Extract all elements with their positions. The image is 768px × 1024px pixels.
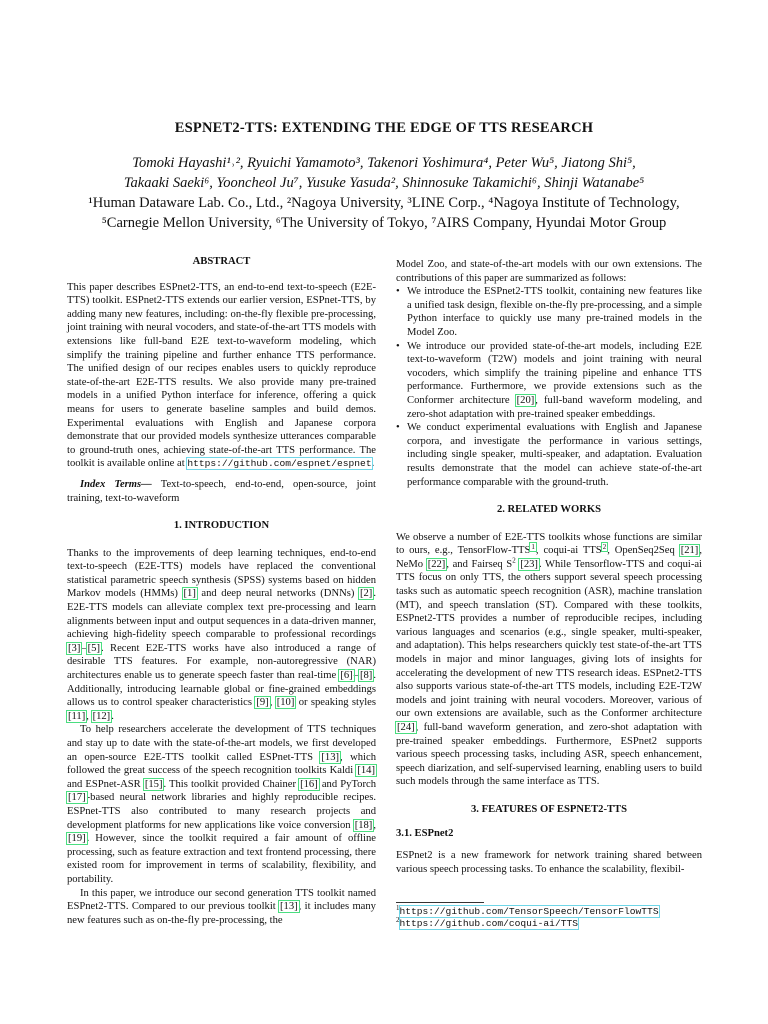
citation-link[interactable]: [3] (68, 642, 81, 654)
text-run: , and Fairseq S (446, 558, 513, 570)
citation-link[interactable]: [23] (520, 558, 538, 570)
author-block (40, 153, 728, 233)
introduction-heading: 1. INTRODUCTION (173, 520, 270, 532)
citation-link[interactable]: [9] (256, 697, 269, 709)
text-run: We observe a number of E2E-TTS toolkits whose functions are similar to ours, e.g., TensorFlow-TTS (396, 531, 702, 557)
contributions-intro: Model Zoo, and state-of-the-art models with our own extensions. The contributions of this paper are summarized as follows: (396, 259, 702, 284)
contributions-list (396, 285, 702, 489)
related-works-heading: 2. RELATED WORKS (496, 504, 602, 516)
contribution-item (396, 285, 702, 339)
text-run: Thanks to the improvements of deep learning techniques, end-to-end text-to-speech (E2E-TTS) models have replaced the conventional statistical parametric speech synthesis (SPSS) systems based on hidden Markov models (HMMs) (67, 547, 376, 600)
footnote-1 (396, 903, 702, 918)
text-run: and deep neural networks (DNNs) (196, 588, 359, 600)
text-run: , (269, 697, 276, 709)
text-run: , (373, 819, 376, 831)
text-run: . Recent E2E-TTS works have also introduced a range of desirable TTS features. For example, non-autoregressive (NAR) architectures enable us to generate speech faster than real-time (67, 642, 376, 682)
footnote-link[interactable]: https://github.com/coqui-ai/TTS (399, 918, 578, 929)
authors-line-1: Tomoki Hayashi¹˒², Ryuichi Yamamoto³, Takenori Yoshimura⁴, Peter Wu⁵, Jiatong Shi⁵, (132, 155, 636, 171)
abstract-body: This paper describes ESPnet2-TTS, an end-to-end text-to-speech (E2E-TTS) toolkit. ESPnet2-TTS extends our earlier version, ESPnet-TTS, by adding many new features, including: on-the-fly flexible pre-processing, joint training with neural vocoders, and state-of-the-art TTS models with extensions like full-band E2E text-to-waveform modeling, which simplify the training pipeline and further enhance TTS performance. The unified design of our recipes enables users to quickly reproduce state-of-the-art E2E-TTS results. We also provide many pre-trained models in a unified Python interface for inference, offering a quick means for users to generate baseline samples and build demos. Experimental evaluations with English and Japanese corpora demonstrate that our provided models synthesize utterances comparable to ground-truth ones, achieving state-of-the-art TTS performance. The toolkit is available online at (67, 281, 376, 470)
contribution-item (396, 340, 702, 422)
text-run: . E2E-TTS models can alleviate complex text pre-processing and learn alignments between input and output sequences in a data-driven manner, achieving high-fidelity speech comparable to professional recordings (67, 588, 376, 641)
contribution-item (396, 421, 702, 489)
text-run: , (86, 710, 92, 722)
right-column (396, 258, 702, 876)
text-run: , OpenSeq2Seq (607, 545, 680, 557)
superscript: 2 (512, 556, 516, 565)
footnote-ref[interactable]: 1 (531, 542, 535, 551)
citation-link[interactable]: [21] (680, 545, 699, 557)
footnote-rule (396, 902, 484, 903)
footnote-link[interactable]: https://github.com/TensorSpeech/TensorFlowTTS (399, 906, 659, 917)
left-column (67, 255, 376, 927)
text-run: , full-band waveform generation, and zero-shot adaptation with pre-trained speaker embeddings. Furthermore, ESPnet2 supports various speech processing tasks, including ASR, speech enhancement, speech diarization, and self-supervised learning, enabling users to build such models through the same interface as TTS. (396, 722, 702, 788)
espnet2-subsection-heading: 3.1. ESPnet2 (396, 827, 454, 839)
citation-link[interactable]: [16] (300, 778, 318, 790)
text-run: In this paper, we introduce our second generation TTS toolkit named ESPnet2-TTS. Compared to our previous toolkit (67, 887, 376, 913)
features-heading: 3. FEATURES OF ESPNET2-TTS (471, 803, 627, 815)
affiliations-line-2: ⁵Carnegie Mellon University, ⁶The University of Tokyo, ⁷AIRS Company, Hyundai Motor Group (101, 215, 667, 231)
citation-link[interactable]: [8] (359, 670, 373, 682)
citation-link[interactable]: [14] (357, 765, 375, 777)
index-terms (67, 478, 376, 505)
citation-link[interactable]: [13] (321, 751, 340, 763)
citation-link[interactable]: [24] (397, 722, 415, 733)
related-works-paragraph (396, 531, 702, 789)
intro-paragraph-2 (67, 723, 376, 886)
abstract-heading: ABSTRACT (192, 256, 251, 267)
index-terms-text: Text-to-speech, end-to-end, open-source, joint training, text-to-waveform (67, 478, 376, 504)
text-run: . While Tensorflow-TTS and coqui-ai TTS focus on only TTS, the others support several speech processing tasks such as automatic speech recognition (ASR), machine translation (MT), and speech translation (ST). Compared with these toolkits, ESPnet2-TTS provides a number of reproducible recipes, including various languages and scenarios (e.g., single speaker, multi-speaker, and adaptation). This helps researchers quickly test state-of-the-art TTS models in major and minor languages, giving lots of insights for accelerating the development of new TTS research ideas. ESPnet2-TTS also supports various state-of-the-art TTS models, including E2E-T2W models and joint training with neural vocoders. Moreover, various of our own extensions are available, such as the Conformer architecture (396, 558, 702, 720)
citation-link[interactable]: [11] (68, 710, 86, 722)
text-run: . (111, 710, 114, 722)
text-run: We introduce our provided state-of-the-art models, including E2E text-to-waveform (T2W) models and joint training with neural vocoders, which simplify the training pipeline and enhance TTS performance. Furthermore, we provide extensions such as the Conformer architecture (407, 340, 702, 406)
footnote-number: 1 (396, 903, 400, 912)
text-run: To help researchers accelerate the development of TTS techniques and stay up to date with the state-of-the-art models, we first developed an open-source E2E-TTS toolkit called ESPnet-TTS (67, 724, 376, 763)
citation-link[interactable]: [10] (276, 697, 295, 709)
text-run: . Additionally, introducing learnable global or fine-grained embeddings allows us to control speaker characteristics (67, 670, 376, 709)
paper-title: ESPNET2-TTS: EXTENDING THE EDGE OF TTS RESEARCH (174, 120, 594, 136)
footnotes (396, 903, 702, 930)
affiliations-line-1: ¹Human Dataware Lab. Co., Ltd., ²Nagoya University, ³LINE Corp., ⁴Nagoya Institute of Technology, (88, 195, 680, 211)
footnote-ref[interactable]: 2 (602, 542, 607, 551)
espnet2-paragraph: ESPnet2 is a new framework for network training shared between various speech processing tasks. To enhance the scalability, flexibil- (396, 850, 702, 875)
text-run: – (81, 642, 87, 654)
text-run: We conduct experimental evaluations with English and Japanese corpora, and investigate the performance in various settings, including single speaker, multi-speaker, and adaptation. Evaluation results demonstrate that the model can achieve state-of-the-art performance comparable with the ground-truth. (407, 422, 702, 488)
text-run: -based neural network libraries and highly reproducible recipes. ESPnet-TTS also contributed to many research projects and development platforms for new applications like voice conversion (67, 792, 376, 831)
text-run: We introduce the ESPnet2-TTS toolkit, containing new features like a unified task design, flexible on-the-fly pre-processing, and a simple Python interface to quickly use many pre-trained models in the Model Zoo. (407, 286, 702, 338)
citation-link[interactable]: [13] (280, 901, 298, 913)
citation-link[interactable]: [15] (144, 778, 163, 790)
text-run: , NeMo (396, 545, 702, 570)
footnote-number: 2 (396, 915, 400, 924)
authors-line-2: Takaaki Saeki⁶, Yooncheol Ju⁷, Yusuke Yasuda², Shinnosuke Takamichi⁶, Shinji Watanabe⁵ (123, 175, 645, 191)
text-run: . This toolkit provided Chainer (163, 778, 300, 790)
citation-link[interactable]: [1] (183, 588, 196, 600)
footnote-2 (396, 915, 702, 930)
intro-paragraph-3 (67, 887, 376, 928)
text-run: , which followed the great success of the speech recognition toolkits Kaldi (67, 751, 377, 777)
citation-link[interactable]: [6] (340, 670, 353, 682)
text-run: , it includes many new features such as on-the-fly pre-processing, the (67, 901, 376, 926)
citation-link[interactable]: [2] (359, 588, 373, 600)
citation-link[interactable]: [18] (354, 819, 373, 831)
abstract-text (67, 281, 376, 471)
text-run: , coqui-ai TTS (535, 545, 602, 557)
text-run: . However, since the toolkit required a fair amount of offline processing, such as feature extraction and text frontend processing, there existed room for improvement in terms of scalability, flexibility, and portability. (67, 833, 376, 885)
citation-link[interactable]: [19] (68, 833, 86, 845)
github-link[interactable]: https://github.com/espnet/espnet (187, 458, 372, 470)
citation-link[interactable]: [12] (92, 710, 111, 722)
intro-paragraph-1 (67, 547, 376, 724)
citation-link[interactable]: [22] (427, 558, 446, 570)
citation-link[interactable]: [5] (87, 642, 101, 654)
text-run: and ESPnet-ASR (67, 778, 144, 790)
index-terms-label: Index Terms— (80, 478, 152, 490)
text-run: , full-band waveform modeling, and zero-shot adaptation with pre-trained speaker embeddings. (407, 394, 702, 420)
text-run: and PyTorch (318, 778, 376, 790)
citation-link[interactable]: [17] (68, 792, 86, 804)
abstract-link-suffix: . (371, 458, 375, 470)
text-run: or speaking styles (295, 697, 377, 709)
text-run: – (353, 670, 359, 682)
citation-link[interactable]: [20] (516, 394, 535, 406)
